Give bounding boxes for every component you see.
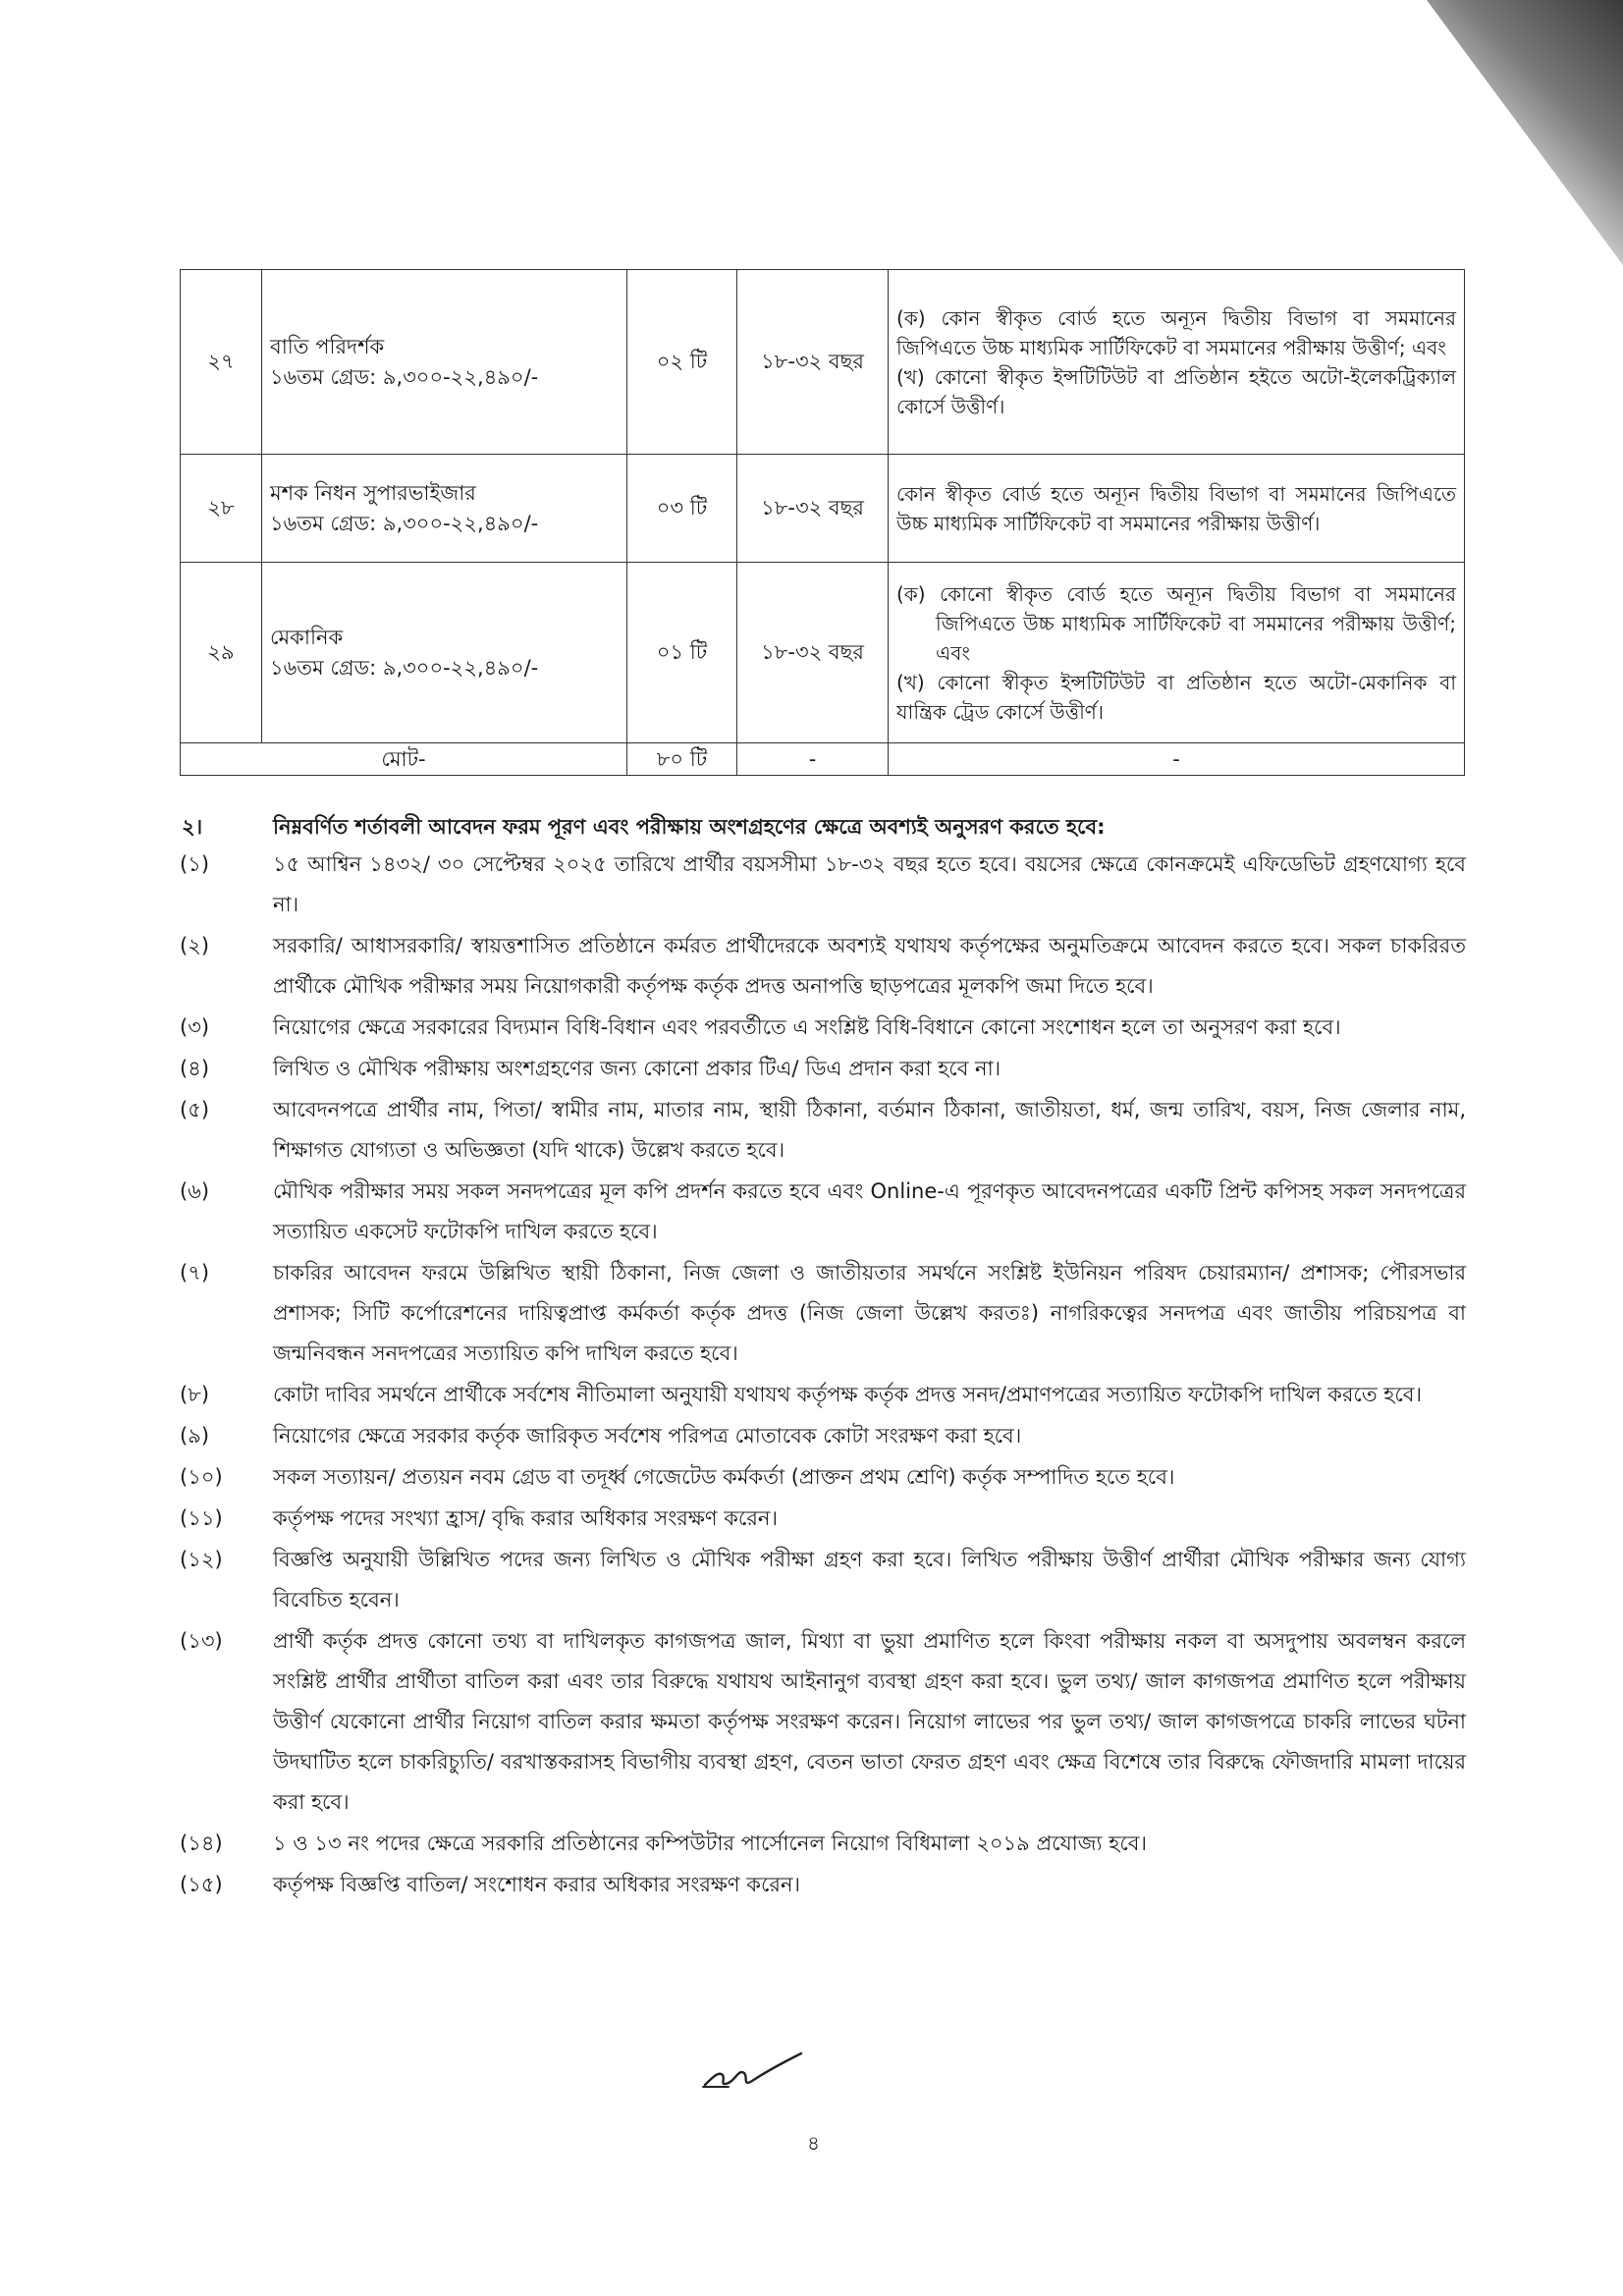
condition-text: চাকরির আবেদন ফরমে উল্লিখিত স্থায়ী ঠিকানা, নিজ জেলা ও জাতীয়তার সমর্থনে সংশ্লিষ্ট ইউনিয়ন পরিষদ চেয়ারম্যান/ প্রশাসক; পৌরসভার প্রশাসক; সিটি কর্পোরেশনের দায়িত্বপ্রাপ্ত কর্মকর্তা কর্তৃক প্রদত্ত (নিজ জেলা উল্লেখ করতঃ) নাগরিকত্বের সনদপত্র এবং জাতীয় পরিচয়পত্র বা জন্মনিবন্ধন সনদপত্রের সত্যায়িত কপি দাখিল করতে হবে। <box>273 1261 1466 1365</box>
qualification-line: কোন স্বীকৃত বোর্ড হতে অন্যূন দ্বিতীয় বিভাগ বা সমমানের জিপিএতে উচ্চ মাধ্যমিক সার্টিফিকেট বা সমমানের পরীক্ষায় উত্তীর্ণ। <box>896 481 1456 535</box>
condition-text: লিখিত ও মৌখিক পরীক্ষায় অংশগ্রহণের জন্য কোনো প্রকার টিএ/ ডিএ প্রদান করা হবে না। <box>273 1057 1001 1080</box>
total-label: মোট- <box>181 743 627 776</box>
table-row <box>181 563 1465 743</box>
signature <box>699 2048 807 2097</box>
post-serial: ২৯ <box>181 563 262 743</box>
condition-text: নিয়োগের ক্ষেত্রে সরকার কর্তৃক জারিকৃত সর্বশেষ পরিপত্র মোতাবেক কোটা সংরক্ষণ করা হবে। <box>273 1424 1022 1448</box>
conditions-list <box>180 845 1466 1906</box>
qualification-line: (ক) কোন স্বীকৃত বোর্ড হতে অন্যূন দ্বিতীয় বিভাগ বা সমমানের জিপিএতে উচ্চ মাধ্যমিক সার্টিফিকেট বা সমমানের পরীক্ষায় উত্তীর্ণ; এবং <box>896 305 1456 359</box>
total-age: - <box>737 743 889 776</box>
condition-number: (৬) <box>180 1179 210 1203</box>
page-corner-shadow <box>1427 0 1623 265</box>
list-item <box>180 1253 1466 1374</box>
condition-number: (১১) <box>180 1506 223 1530</box>
condition-text: ১ ও ১৩ নং পদের ক্ষেত্রে সরকারি প্রতিষ্ঠানের কম্পিউটার পার্সোনেল নিয়োগ বিধিমালা ২০১৯ প্রযোজ্য হবে। <box>273 1831 1147 1855</box>
post-count: ০১ টি <box>627 563 737 743</box>
list-item <box>180 845 1466 925</box>
post-name-cell <box>262 563 627 743</box>
total-qualification: - <box>889 743 1465 776</box>
post-age-limit: ১৮-৩২ বছর <box>737 563 889 743</box>
qualification-line: (খ) কোনো স্বীকৃত ইন্সটিটিউট বা প্রতিষ্ঠান হইতে অটো-ইলেকট্রিক্যাল কোর্সে উত্তীর্ণ। <box>896 364 1456 418</box>
post-age-limit: ১৮-৩২ বছর <box>737 270 889 455</box>
condition-text: কোটা দাবির সমর্থনে প্রার্থীকে সর্বশেষ নীতিমালা অনুযায়ী যথাযথ কর্তৃপক্ষ কর্তৃক প্রদত্ত সনদ/প্রমাণপত্রের সত্যায়িত ফটোকপি দাখিল করতে হবে। <box>273 1383 1422 1406</box>
condition-text: সরকারি/ আধাসরকারি/ স্বায়ত্তশাসিত প্রতিষ্ঠানে কর্মরত প্রার্থীদেরকে অবশ্যই যথাযথ কর্তৃপক্ষের অনুমতিক্রমে আবেদন করতে হবে। সকল চাকরিরত প্রার্থীকে মৌখিক পরীক্ষার সময় নিয়োগকারী কর্তৃপক্ষ কর্তৃক প্রদত্ত অনাপত্তি ছাড়পত্রের মূলকপি জমা দিতে হবে। <box>273 934 1466 998</box>
list-item <box>180 1457 1466 1498</box>
post-grade: ১৬তম গ্রেড: ৯,৩০০-২২,৪৯০/- <box>270 655 539 680</box>
list-item <box>180 1375 1466 1415</box>
page-number: ৪ <box>807 2131 820 2155</box>
condition-number: (১৪) <box>180 1831 223 1855</box>
post-qualification <box>889 270 1465 455</box>
post-title: বাতি পরিদর্শক <box>270 334 385 358</box>
post-grade: ১৬তম গ্রেড: ৯,৩০০-২২,৪৯০/- <box>270 511 539 535</box>
condition-number: (৯) <box>180 1424 210 1448</box>
total-count: ৮০ টি <box>627 743 737 776</box>
condition-number: (১৫) <box>180 1873 223 1896</box>
post-qualification <box>889 455 1465 563</box>
list-item <box>180 926 1466 1007</box>
post-serial: ২৭ <box>181 270 262 455</box>
list-item <box>180 1049 1466 1089</box>
post-name-cell <box>262 455 627 563</box>
posts-table <box>180 269 1465 776</box>
list-item <box>180 1172 1466 1252</box>
condition-text: নিয়োগের ক্ষেত্রে সরকারের বিদ্যমান বিধি-বিধান এবং পরবর্তীতে এ সংশ্লিষ্ট বিধি-বিধানে কোনো সংশোধন হলে তা অনুসরণ করা হবে। <box>273 1015 1341 1039</box>
post-title: মশক নিধন সুপারভাইজার <box>270 480 476 505</box>
condition-number: (৭) <box>180 1261 210 1285</box>
condition-number: (৩) <box>180 1015 210 1039</box>
list-item <box>180 1621 1466 1823</box>
list-item <box>180 1540 1466 1620</box>
list-item <box>180 1008 1466 1048</box>
post-name-cell <box>262 270 627 455</box>
condition-number: (১২) <box>180 1548 223 1571</box>
condition-number: (৫) <box>180 1098 210 1121</box>
list-item <box>180 1416 1466 1456</box>
condition-text: কর্তৃপক্ষ পদের সংখ্যা হ্রাস/ বৃদ্ধি করার অধিকার সংরক্ষণ করেন। <box>273 1506 778 1530</box>
table-row <box>181 455 1465 563</box>
condition-number: (১৩) <box>180 1629 223 1653</box>
condition-text: কর্তৃপক্ষ বিজ্ঞপ্তি বাতিল/ সংশোধন করার অধিকার সংরক্ষণ করেন। <box>273 1873 801 1896</box>
condition-number: (৮) <box>180 1383 210 1406</box>
condition-number: (৪) <box>180 1057 210 1080</box>
list-item <box>180 1499 1466 1539</box>
condition-text: প্রার্থী কর্তৃক প্রদত্ত কোনো তথ্য বা দাখিলকৃত কাগজপত্র জাল, মিথ্যা বা ভুয়া প্রমাণিত হলে কিংবা পরীক্ষায় নকল বা অসদুপায় অবলম্বন করলে সংশ্লিষ্ট প্রার্থীর প্রার্থীতা বাতিল করা এবং তার বিরুদ্ধে যথাযথ আইনানুগ ব্যবস্থা গ্রহণ করা হবে। ভুল তথ্য/ জাল কাগজপত্র প্রমাণিত হলে পরীক্ষায় উত্তীর্ণ যেকোনো প্রার্থীর নিয়োগ বাতিল করার ক্ষমতা কর্তৃপক্ষ সংরক্ষণ করেন। নিয়োগ লাভের পর ভুল তথ্য/ জাল কাগজপত্রে চাকরি লাভের ঘটনা উদঘাটিত হলে চাকরিচ্যুতি/ বরখাস্তকরাসহ বিভাগীয় ব্যবস্থা গ্রহণ, বেতন ভাতা ফেরত গ্রহণ এবং ক্ষেত্র বিশেষে তার বিরুদ্ধে ফৌজদারি মামলা দায়ের করা হবে। <box>273 1629 1466 1814</box>
condition-number: (১) <box>180 852 210 876</box>
condition-text: আবেদনপত্রে প্রার্থীর নাম, পিতা/ স্বামীর নাম, মাতার নাম, স্থায়ী ঠিকানা, বর্তমান ঠিকানা, জাতীয়তা, ধর্ম, জন্ম তারিখ, বয়স, নিজ জেলার নাম, শিক্ষাগত যোগ্যতা ও অভিজ্ঞতা (যদি থাকে) উল্লেখ করতে হবে। <box>273 1098 1466 1162</box>
post-count: ০৩ টি <box>627 455 737 563</box>
list-item <box>180 1090 1466 1171</box>
qualification-line: (ক) কোনো স্বীকৃত বোর্ড হতে অন্যূন দ্বিতীয় বিভাগ বা সমমানের জিপিএতে উচ্চ মাধ্যমিক সার্টিফিকেট বা সমমানের পরীক্ষায় উত্তীর্ণ; এবং <box>896 581 1456 665</box>
condition-number: (২) <box>180 934 210 957</box>
table-row <box>181 270 1465 455</box>
post-age-limit: ১৮-৩২ বছর <box>737 455 889 563</box>
condition-text: মৌখিক পরীক্ষার সময় সকল সনদপত্রের মূল কপি প্রদর্শন করতে হবে এবং Online-এ পূরণকৃত আবেদনপত্রের একটি প্রিন্ট কপিসহ সকল সনদপত্রের সত্যায়িত একসেট ফটোকপি দাখিল করতে হবে। <box>273 1179 1466 1243</box>
table-total-row <box>181 743 1465 776</box>
post-qualification <box>889 563 1465 743</box>
condition-number: (১০) <box>180 1465 223 1489</box>
condition-text: সকল সত্যায়ন/ প্রত্যয়ন নবম গ্রেড বা তদূর্ধ্ব গেজেটেড কর্মকর্তা (প্রাক্তন প্রথম শ্রেণি) কর্তৃক সম্পাদিত হতে হবে। <box>273 1465 1175 1489</box>
post-serial: ২৮ <box>181 455 262 563</box>
post-count: ০২ টি <box>627 270 737 455</box>
section-number: ২। <box>182 815 203 839</box>
list-item <box>180 1865 1466 1905</box>
post-title: মেকানিক <box>270 625 344 649</box>
list-item <box>180 1824 1466 1864</box>
qualification-line: (খ) কোনো স্বীকৃত ইন্সটিটিউট বা প্রতিষ্ঠান হতে অটো-মেকানিক বা যান্ত্রিক ট্রেড কোর্সে উত্তীর্ণ। <box>896 670 1456 724</box>
post-grade: ১৬তম গ্রেড: ৯,৩০০-২২,৪৯০/- <box>270 364 539 389</box>
condition-text: বিজ্ঞপ্তি অনুযায়ী উল্লিখিত পদের জন্য লিখিত ও মৌখিক পরীক্ষা গ্রহণ করা হবে। লিখিত পরীক্ষায় উত্তীর্ণ প্রার্থীরা মৌখিক পরীক্ষার জন্য যোগ্য বিবেচিত হবেন। <box>273 1548 1466 1612</box>
section-title: নিম্নবর্ণিত শর্তাবলী আবেদন ফরম পূরণ এবং পরীক্ষায় অংশগ্রহণের ক্ষেত্রে অবশ্যই অনুসরণ করতে হবে: <box>273 815 1106 839</box>
condition-text: ১৫ আশ্বিন ১৪৩২/ ৩০ সেপ্টেম্বর ২০২৫ তারিখে প্রার্থীর বয়সসীমা ১৮-৩২ বছর হতে হবে। বয়সের ক্ষেত্রে কোনক্রমেই এফিডেভিট গ্রহণযোগ্য হবে না। <box>273 852 1466 916</box>
